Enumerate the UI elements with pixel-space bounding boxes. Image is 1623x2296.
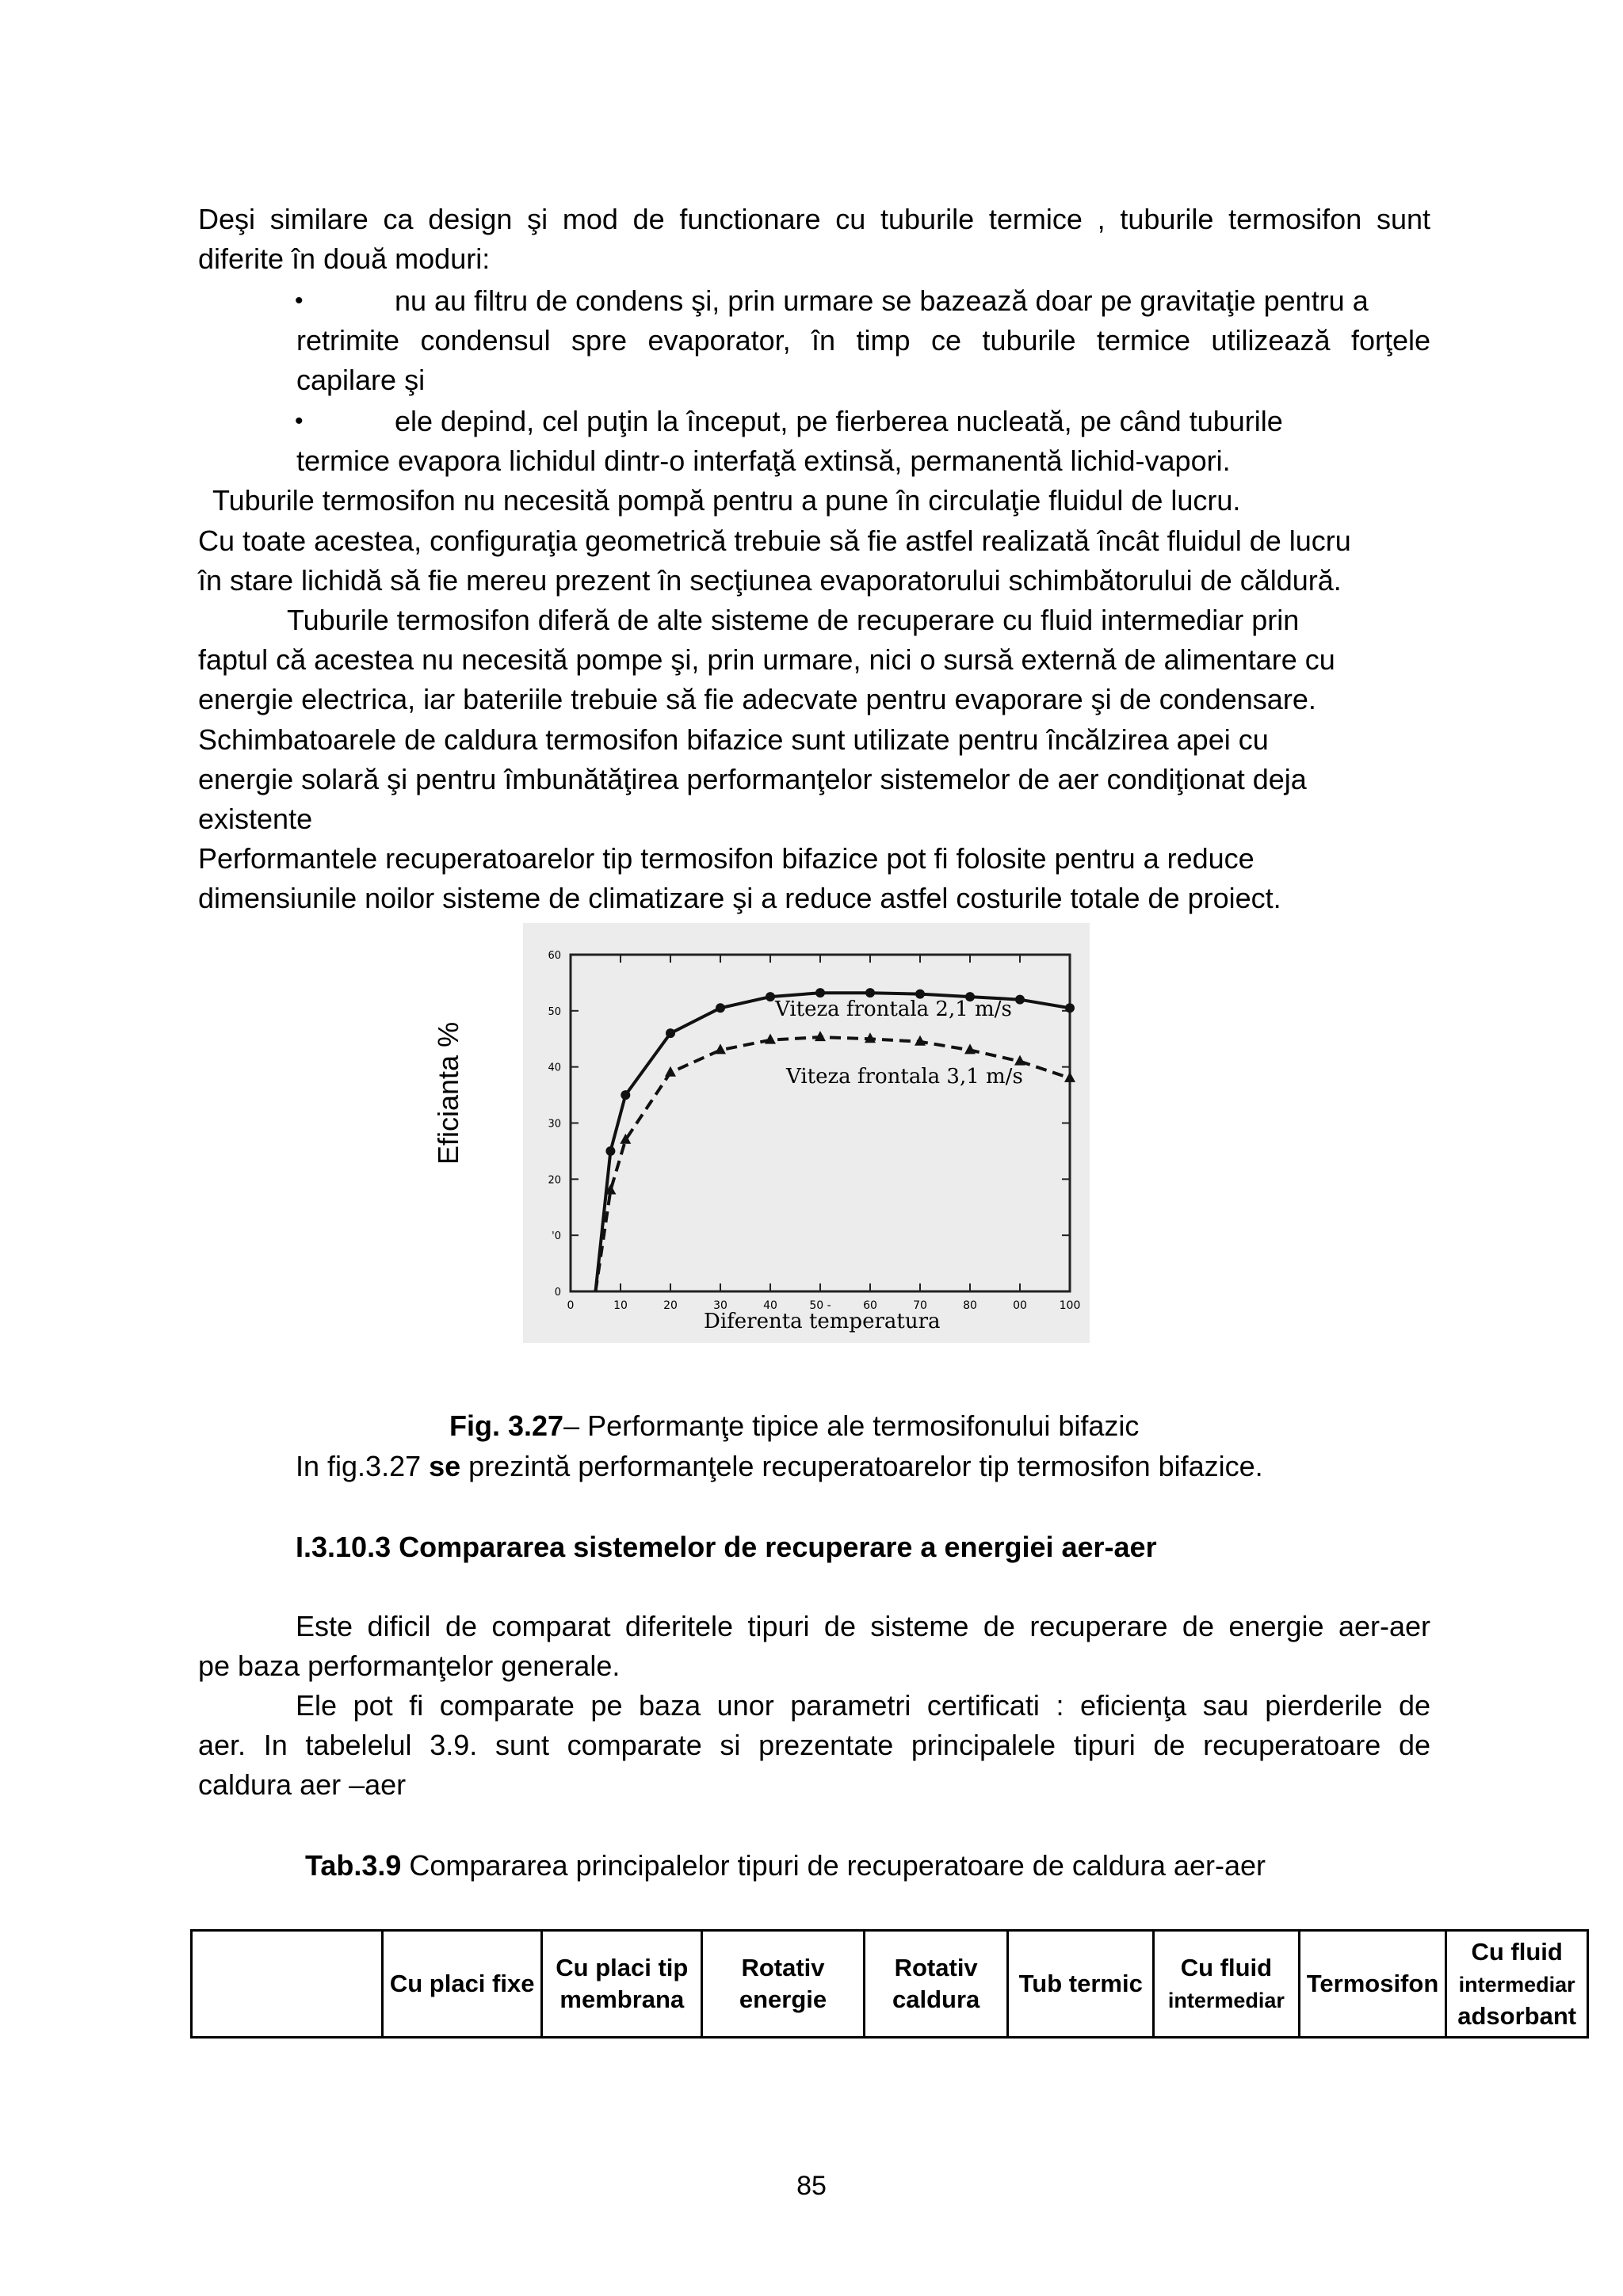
bullet1-line3: capilare şi [296, 364, 426, 396]
y-tick-label: '0 [552, 1230, 561, 1243]
p5-line1: Schimbatoarele de caldura termosifon bifazice sunt utilizate pentru încălzirea apei cu [198, 723, 1269, 756]
s1-line2: pe baza performanţelor generale. [198, 1650, 621, 1682]
data-point [865, 988, 875, 997]
table-header-empty [192, 1931, 383, 2038]
table-header-text: Cu fluid [1471, 1937, 1563, 1966]
data-point [1015, 995, 1025, 1005]
p3-line1: Cu toate acestea, configuraţia geometrică trebuie să fie astfel realizată încât fluidul de lucru [198, 524, 1351, 557]
table-caption [305, 1846, 1266, 1886]
table-header-text: Cu placi fixe [389, 1970, 535, 1997]
y-tick-label: 40 [548, 1062, 561, 1074]
data-point [1065, 1003, 1075, 1013]
table-header-cell [702, 1931, 865, 2038]
p6-line2: dimensiunile noilor sisteme de climatizare şi a reduce astfel costurile totale de proiect. [198, 882, 1281, 914]
data-point [605, 1146, 615, 1156]
table-header-text: Rotativ [894, 1954, 978, 1981]
page-number: 85 [796, 2171, 827, 2201]
x-tick-label: 50 - [809, 1299, 831, 1312]
bullet1-line1: nu au filtru de condens şi, prin urmare se bazează doar pe gravitaţie pentru a [395, 284, 1369, 317]
x-tick-label: 40 [763, 1299, 777, 1312]
figure-reference-a: In fig.3.27 [296, 1450, 430, 1482]
table-header-text: caldura [892, 1985, 980, 2013]
y-tick-label: 0 [554, 1287, 561, 1299]
x-tick-label: 80 [963, 1299, 977, 1312]
p4-line3: energie electrica, iar bateriile trebuie să fie adecvate pentru evaporare şi de condensare. [198, 683, 1316, 715]
data-point [715, 1043, 726, 1054]
data-point [666, 1028, 675, 1038]
table-header-cell [542, 1931, 702, 2038]
table-header-row [192, 1931, 1588, 2038]
x-tick-label: 00 [1013, 1299, 1027, 1312]
data-point [1064, 1072, 1075, 1082]
bullet2-line2: termice evapora lichidul dintr-o interfaţă extinsă, permanentă lichid-vapori. [296, 444, 1231, 477]
table-header-text: energie [739, 1985, 827, 2013]
y-tick-label: 30 [548, 1118, 561, 1131]
table-header-cell [1299, 1931, 1446, 2038]
figure-reference-bold: se [429, 1450, 461, 1482]
table-header-cell [1008, 1931, 1154, 2038]
table-header-cell [1446, 1931, 1588, 2038]
s2-line1: Ele pot fi comparate pe baza unor parametri certificati : eficienţa sau pierderile de [296, 1689, 1430, 1722]
data-point [765, 1034, 776, 1044]
x-tick-label: 20 [663, 1299, 678, 1312]
p5-line3: existente [198, 803, 313, 835]
x-tick-label: 60 [863, 1299, 877, 1312]
table-header-cell [1154, 1931, 1300, 2038]
bullet-icon: • [295, 288, 304, 314]
p6-line1: Performantele recuperatoarelor tip termosifon bifazice pot fi folosite pentru a reduce [198, 842, 1254, 875]
section-heading: I.3.10.3 Compararea sistemelor de recuperare a energiei aer-aer [296, 1531, 1157, 1563]
series-label-2: Viteza frontala 3,1 m/s [786, 1065, 1023, 1089]
data-point [1014, 1055, 1025, 1066]
x-tick-label: 0 [567, 1299, 575, 1312]
s2-line2: aer. In tabelelul 3.9. sunt comparate si prezentate principalele tipuri de recuperatoare de [198, 1729, 1430, 1761]
table-caption-text: Compararea principalelor tipuri de recuperatoare de caldura aer-aer [401, 1849, 1266, 1882]
bullet1-line2: retrimite condensul spre evaporator, în timp ce tuburile termice utilizează forţele [296, 324, 1430, 357]
y-tick-label: 50 [548, 1005, 561, 1018]
p1-line2: diferite în două moduri: [198, 242, 491, 275]
comparison-table [190, 1929, 1589, 2039]
table-caption-number: Tab.3.9 [305, 1849, 402, 1882]
s2-line3: caldura aer –aer [198, 1768, 407, 1801]
table-header-text: Cu placi tip [556, 1954, 689, 1981]
data-point [964, 1043, 976, 1054]
data-point [716, 1003, 725, 1013]
bullet2-line1: ele depind, cel puţin la început, pe fierberea nucleată, pe când tuburile [395, 405, 1283, 437]
p2-line1: Tuburile termosifon nu necesită pompă pentru a pune în circulaţie fluidul de lucru. [212, 484, 1241, 517]
figure-caption-number: Fig. 3.27 [449, 1409, 564, 1442]
chart-y-axis-label: Eficianta % [432, 1021, 464, 1165]
y-tick-label: 60 [548, 950, 561, 962]
table-header-text: intermediar [1167, 1988, 1285, 2012]
figure-reference [296, 1447, 1263, 1486]
table-header-cell [382, 1931, 542, 2038]
table-header-text: Tub termic [1018, 1970, 1143, 1997]
data-point [815, 988, 825, 997]
y-tick-label: 20 [548, 1174, 561, 1187]
chart-svg [523, 923, 1090, 1343]
figure-caption [449, 1406, 1139, 1446]
p1-line1: Deşi similare ca design şi mod de functionare cu tuburile termice , tuburile termosifon sunt [198, 203, 1430, 235]
table-header-text: Termosifon [1306, 1970, 1439, 1997]
x-tick-label: 10 [613, 1299, 628, 1312]
x-tick-label: 100 [1059, 1299, 1081, 1312]
table-header-text: Rotativ [741, 1954, 825, 1981]
p5-line2: energie solară şi pentru îmbunătăţirea performanţelor sistemelor de aer condiţionat deja [198, 763, 1307, 795]
series-label-1: Viteza frontala 2,1 m/s [775, 997, 1012, 1021]
data-point [621, 1090, 630, 1100]
s1-line1: Este dificil de comparat diferitele tipuri de sisteme de recuperare de energie aer-aer [296, 1610, 1430, 1642]
table-header-cell [864, 1931, 1008, 2038]
bullet-icon: • [295, 408, 304, 434]
x-tick-label: 30 [713, 1299, 727, 1312]
table-header-text: Cu fluid [1180, 1953, 1273, 1981]
x-tick-label: 70 [913, 1299, 927, 1312]
p3-line2: în stare lichidă să fie mereu prezent în secţiunea evaporatorului schimbătorului de căldură. [198, 564, 1342, 597]
data-point [665, 1066, 676, 1077]
chart-x-axis-label: Diferenta temperatura [704, 1310, 941, 1333]
data-point [766, 992, 775, 1001]
figure-reference-b: prezintă performanţele recuperatoarelor tip termosifon bifazice. [460, 1450, 1263, 1482]
p4-line2: faptul că acestea nu necesită pompe şi, prin urmare, nici o sursă externă de alimentare cu [198, 643, 1335, 676]
figure-chart [523, 923, 1090, 1343]
figure-caption-text: – Performanţe tipice ale termosifonului bifazic [563, 1409, 1140, 1442]
table-header-text: intermediar [1458, 1972, 1575, 1997]
table-header-text: membrana [559, 1985, 685, 2013]
data-point [915, 1035, 926, 1046]
p4-line1: Tuburile termosifon diferă de alte sisteme de recuperare cu fluid intermediar prin [287, 604, 1300, 636]
table-header-text: adsorbant [1457, 2001, 1577, 2030]
